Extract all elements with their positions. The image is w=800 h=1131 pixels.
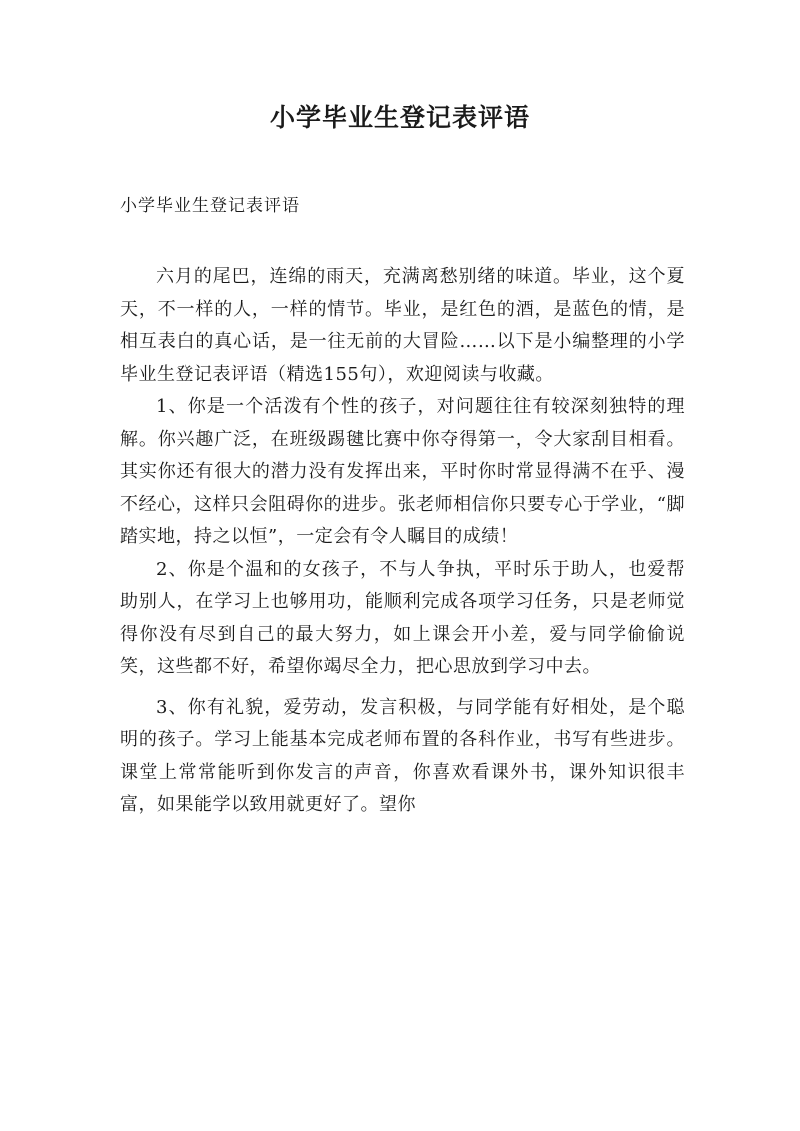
comment-paragraph-3: 3、你有礼貌，爱劳动，发言积极，与同学能有好相处，是个聪明的孩子。学习上能基本完成老师布置的各科作业，书写有些进步。课堂上常常能听到你发言的声音，你喜欢看课外书，课外知识很丰富，如果能学以致用就更好了。望你 bbox=[120, 696, 685, 815]
document-subtitle: 小学毕业生登记表评语 bbox=[120, 196, 300, 216]
intro-paragraph: 六月的尾巴，连绵的雨天，充满离愁别绪的味道。毕业，这个夏天，不一样的人，一样的情节。毕业，是红色的酒，是蓝色的情，是相互表白的真心话，是一往无前的大冒险……以下是小编整理的小学毕业生登记表评语（精选155句），欢迎阅读与收藏。 bbox=[120, 266, 685, 385]
comment-paragraph-2: 2、你是个温和的女孩子，不与人争执，平时乐于助人，也爱帮助别人，在学习上也够用功，能顺利完成各项学习任务，只是老师觉得你没有尽到自己的最大努力，如上课会开小差，爱与同学偷偷说笑，这些都不好，希望你竭尽全力，把心思放到学习中去。 bbox=[120, 558, 685, 677]
comment-paragraph-1: 1、你是一个活泼有个性的孩子，对问题往往有较深刻独特的理解。你兴趣广泛，在班级踢毽比赛中你夺得第一，令大家刮目相看。其实你还有很大的潜力没有发挥出来，平时你时常显得满不在乎、漫不经心，这样只会阻碍你的进步。张老师相信你只要专心于学业，“脚踏实地，持之以恒”，一定会有令人瞩目的成绩！ bbox=[120, 396, 685, 547]
document-body bbox=[120, 261, 685, 822]
document-title: 小学毕业生登记表评语 bbox=[269, 103, 530, 132]
